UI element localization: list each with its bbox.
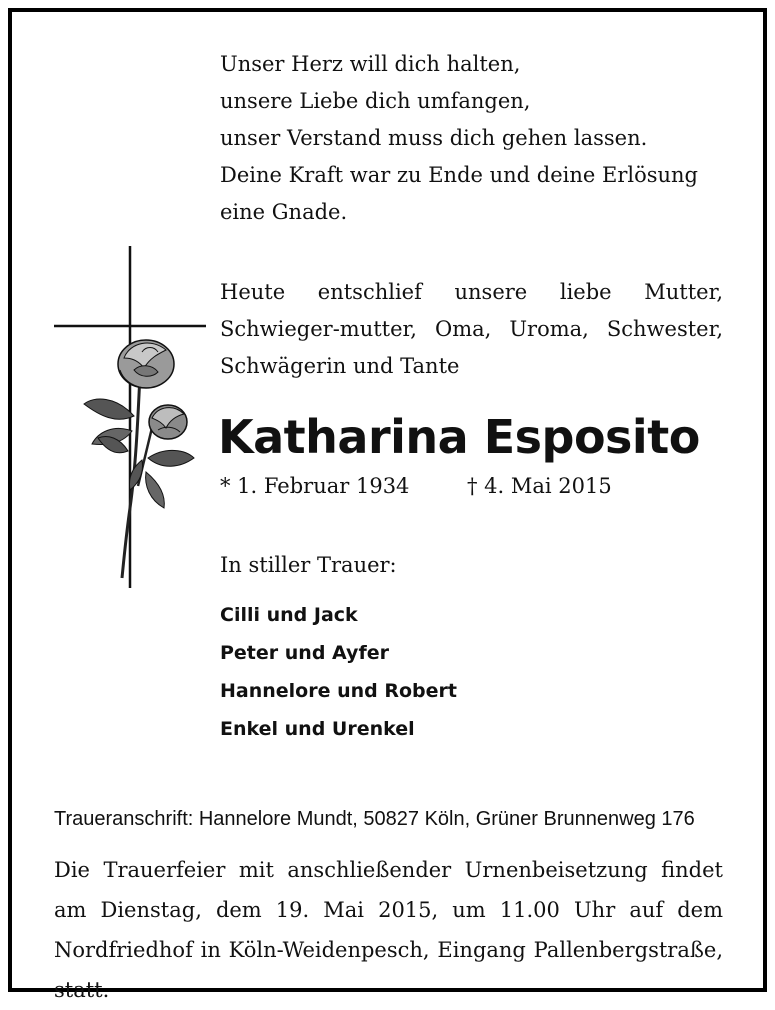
- mourner-name: Cilli und Jack: [220, 604, 358, 626]
- birth-date: * 1. Februar 1934: [220, 474, 410, 498]
- intro-text: Heute entschlief unsere liebe Mutter, Schwieger-mutter, Oma, Uroma, Schwester, Schwägerin und Tante: [220, 280, 723, 378]
- mourning-label: In stiller Trauer:: [220, 553, 397, 577]
- poem-line: Deine Kraft war zu Ende und deine Erlösung: [220, 163, 698, 187]
- poem-line: Unser Herz will dich halten,: [220, 52, 521, 76]
- cross-with-rose-icon: [54, 246, 214, 591]
- poem-line: unser Verstand muss dich gehen lassen.: [220, 126, 648, 150]
- poem-line: eine Gnade.: [220, 200, 348, 224]
- mourner-name: Peter und Ayfer: [220, 642, 389, 664]
- poem-line: unsere Liebe dich umfangen,: [220, 89, 531, 113]
- mourner-name: Enkel und Urenkel: [220, 718, 415, 740]
- deceased-name: Katharina Esposito: [218, 410, 700, 464]
- mourners-list: [220, 596, 457, 748]
- mourning-address: Traueranschrift: Hannelore Mundt, 50827 Köln, Grüner Brunnenweg 176: [54, 808, 695, 830]
- death-date: † 4. Mai 2015: [467, 474, 612, 498]
- ceremony-details: Die Trauerfeier mit anschließender Urnenbeisetzung findet am Dienstag, dem 19. Mai 2015, um 11.00 Uhr auf dem Nordfriedhof in Köln-Weidenpesch, Eingang Pallenbergstraße, statt.: [54, 858, 723, 1002]
- obituary-notice: [8, 8, 767, 1002]
- mourner-name: Hannelore und Robert: [220, 680, 457, 702]
- poem: [220, 46, 698, 231]
